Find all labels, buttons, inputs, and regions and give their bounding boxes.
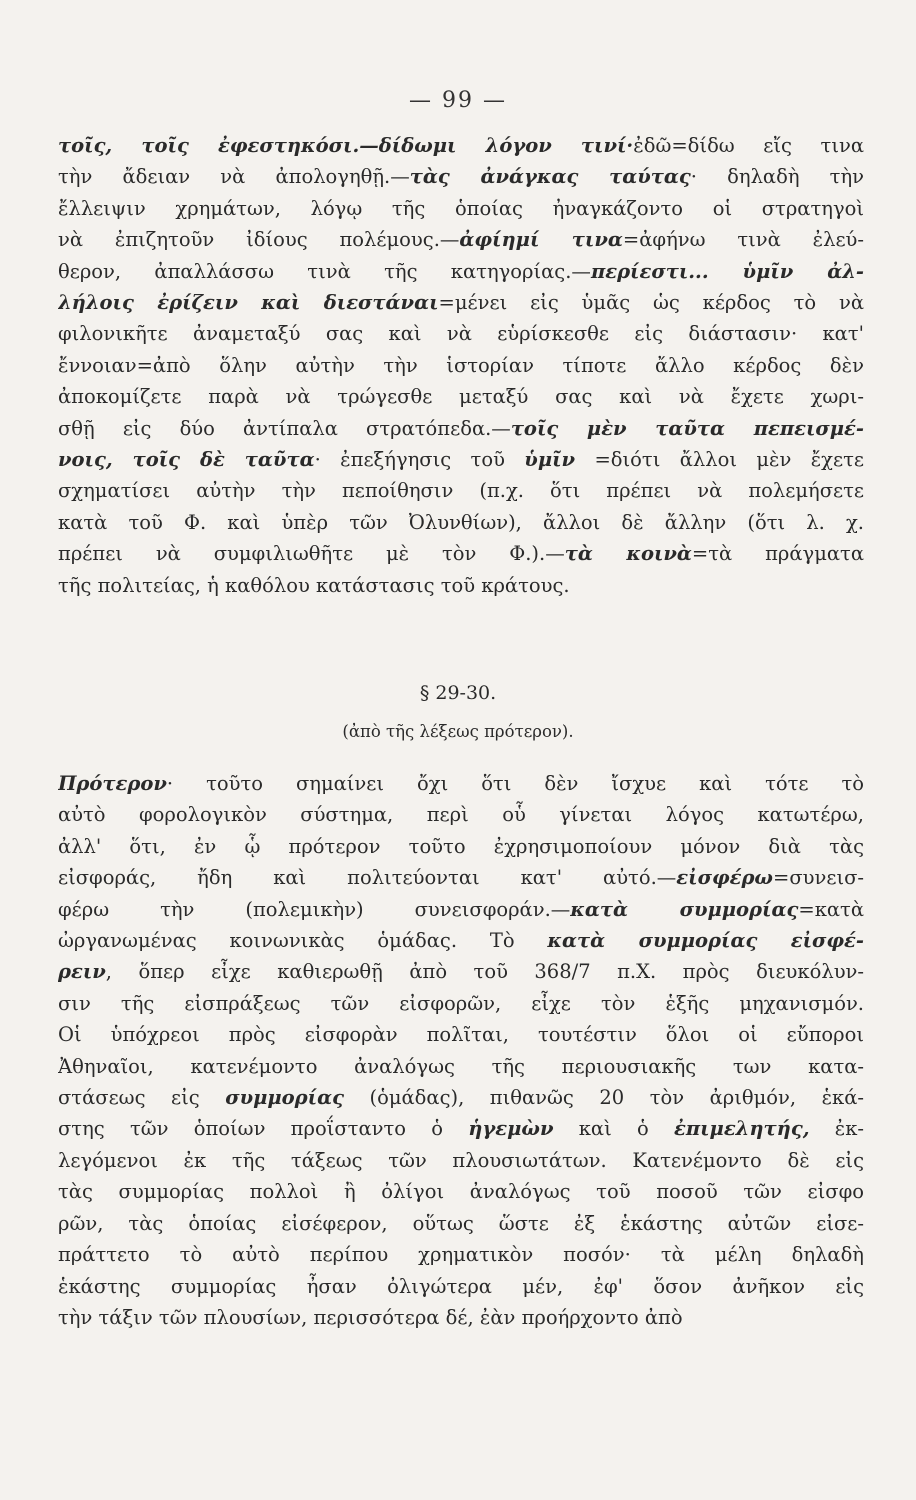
emphasized-term: Πρότερον bbox=[58, 772, 167, 795]
text-run: ρῶν, τὰς ὁποίας εἰσέφερον, οὕτως ὥστε ἐξ ἑκάστης αὐτῶν εἰσε- bbox=[58, 1211, 864, 1235]
emphasized-term: τοῖς μὲν ταῦτα πεπεισμέ- bbox=[510, 416, 864, 440]
text-run: =ἀφήνω τινὰ ἐλεύ- bbox=[622, 228, 864, 252]
text-line bbox=[58, 799, 864, 830]
text-run: σθῇ εἰς δύο ἀντίπαλα στρατόπεδα.— bbox=[58, 416, 511, 440]
text-line bbox=[58, 256, 864, 287]
text-line bbox=[58, 1239, 864, 1270]
text-run: πράττετο τὸ αὐτὸ περίπου χρηματικὸν ποσόν· τὰ μέλη δηλαδὴ bbox=[58, 1243, 864, 1267]
text-line bbox=[58, 831, 864, 862]
text-line bbox=[58, 862, 864, 893]
text-run: =τὰ πράγματα bbox=[691, 542, 864, 566]
text-line bbox=[58, 507, 864, 538]
text-run: τὴν τάξιν τῶν πλουσίων, περισσότερα δέ, ἐὰν προήρχοντο ἀπὸ bbox=[58, 1305, 683, 1329]
text-run: ἑκάστης συμμορίας ἦσαν ὀλιγώτερα μέν, ἐφ' ὅσον ἀνῆκον εἰς bbox=[58, 1274, 864, 1298]
text-run: φέρω τὴν (πολεμικὴν) συνεισφοράν.— bbox=[58, 897, 571, 921]
text-run: · ἐπεξήγησις τοῦ bbox=[314, 448, 525, 472]
text-run: (ὁμάδας), πιθανῶς 20 τὸν ἀριθμόν, ἑκά- bbox=[343, 1086, 864, 1110]
text-run: =διότι ἄλλοι μὲν ἔχετε bbox=[575, 448, 864, 472]
text-run: ἔλλειψιν χρημάτων, λόγῳ τῆς ὁποίας ἠναγκάζοντο οἱ στρατηγοὶ bbox=[58, 196, 864, 220]
text-run: νὰ ἐπιζητοῦν ἰδίους πολέμους.— bbox=[58, 228, 460, 252]
text-run: σιν τῆς εἰσπράξεως τῶν εἰσφορῶν, εἶχε τὸν ἑξῆς μηχανισμόν. bbox=[58, 991, 864, 1015]
emphasized-term: τοῖς, τοῖς ἐφεστηκόσι.—δίδωμι λόγον τινί· bbox=[58, 134, 634, 157]
text-line bbox=[58, 956, 864, 987]
text-run: ἐδῶ=δίδω εἴς τινα bbox=[633, 134, 864, 157]
emphasized-term: τὰ κοινὰ bbox=[564, 542, 692, 566]
emphasized-term: κατὰ συμμορίας εἰσφέ- bbox=[547, 929, 864, 953]
text-line bbox=[58, 381, 864, 412]
emphasized-term: ὑμῖν bbox=[524, 448, 576, 472]
text-line bbox=[58, 1302, 864, 1333]
emphasized-term: ἀφίημί τινα bbox=[459, 228, 623, 252]
text-run: εἰσφοράς, ἤδη καὶ πολιτεύονται κατ' αὐτό.— bbox=[58, 866, 677, 890]
commentary-paragraph-1 bbox=[58, 130, 864, 601]
emphasized-term: συμμορίας bbox=[225, 1086, 344, 1110]
text-run: τὴν ἄδειαν νὰ ἀπολογηθῇ.— bbox=[58, 165, 410, 189]
text-line bbox=[58, 925, 864, 956]
text-run: =μένει εἰς ὑμᾶς ὡς κέρδος τὸ νὰ bbox=[438, 291, 864, 315]
text-line bbox=[58, 1176, 864, 1207]
text-run: · τοῦτο σημαίνει ὄχι ὅτι δὲν ἴσχυε καὶ τότε τὸ bbox=[166, 772, 864, 795]
text-run: · δηλαδὴ τὴν bbox=[690, 165, 864, 189]
text-line bbox=[58, 538, 864, 569]
text-run: τὰς συμμορίας πολλοὶ ἢ ὀλίγοι ἀναλόγως τοῦ ποσοῦ τῶν εἰσφο bbox=[58, 1180, 864, 1204]
text-run: αὐτὸ φορολογικὸν σύστημα, περὶ οὗ γίνεται λόγος κατωτέρω, bbox=[58, 803, 864, 827]
section-heading: § 29-30. bbox=[419, 682, 497, 704]
text-line bbox=[58, 475, 864, 506]
text-run: , ὅπερ εἶχε καθιερωθῇ ἀπὸ τοῦ 368/7 π.Χ. πρὸς διευκόλυν- bbox=[105, 960, 864, 984]
text-line bbox=[58, 318, 864, 349]
text-line bbox=[58, 894, 864, 925]
text-run: πρέπει νὰ συμφιλιωθῆτε μὲ τὸν Φ.).— bbox=[58, 542, 565, 566]
emphasized-term: νοις, τοῖς δὲ ταῦτα bbox=[58, 448, 315, 472]
text-run: σχηματίσει αὐτὴν τὴν πεποίθησιν (π.χ. ὅτι πρέπει νὰ πολεμήσετε bbox=[58, 479, 864, 503]
text-run: ἔννοιαν=ἀπὸ ὅλην αὐτὴν τὴν ἱστορίαν τίποτε ἄλλο κέρδος δὲν bbox=[58, 353, 864, 377]
text-run: λεγόμενοι ἐκ τῆς τάξεως τῶν πλουσιωτάτων. Κατενέμοντο δὲ εἰς bbox=[58, 1148, 864, 1172]
text-line bbox=[58, 988, 864, 1019]
text-line bbox=[58, 444, 864, 475]
emphasized-term: τὰς ἀνάγκας ταύτας bbox=[409, 165, 691, 189]
text-run: Οἱ ὑπόχρεοι πρὸς εἰσφορὰν πολῖται, τουτέστιν ὅλοι οἱ εὔποροι bbox=[58, 1023, 864, 1047]
emphasized-term: κατὰ συμμορίας bbox=[570, 897, 799, 921]
emphasized-term: ἐπιμελητής, bbox=[673, 1117, 810, 1141]
emphasized-term: εἰσφέρω bbox=[676, 866, 773, 890]
text-run: Ἀθηναῖοι, κατενέμοντο ἀναλόγως τῆς περιουσιακῆς των κατα- bbox=[58, 1054, 864, 1078]
text-line bbox=[58, 570, 864, 601]
text-run: ὠργανωμένας κοινωνικὰς ὁμάδας. Τὸ bbox=[58, 929, 548, 953]
text-run: φιλονικῆτε ἀναμεταξύ σας καὶ νὰ εὑρίσκεσθε εἰς διάστασιν· κατ' bbox=[58, 322, 864, 346]
text-line bbox=[58, 1019, 864, 1050]
page-number: — 99 — bbox=[409, 88, 507, 113]
text-line bbox=[58, 413, 864, 444]
text-line bbox=[58, 350, 864, 381]
text-line bbox=[58, 1271, 864, 1302]
emphasized-term: ἡγεμὼν bbox=[468, 1117, 554, 1141]
emphasized-term: ρειν bbox=[58, 960, 106, 984]
text-run: =κατὰ bbox=[798, 897, 864, 921]
text-line bbox=[58, 1082, 864, 1113]
emphasized-term: λήλοις ἐρίζειν καὶ διεστάναι bbox=[58, 291, 439, 315]
text-run: ἀλλ' ὅτι, ἐν ᾧ πρότερον τοῦτο ἐχρησιμοποίουν μόνον διὰ τὰς bbox=[58, 834, 864, 858]
text-run: τῆς πολιτείας, ἡ καθόλου κατάστασις τοῦ κράτους. bbox=[58, 573, 570, 597]
text-run: ἐκ- bbox=[809, 1117, 864, 1141]
text-line bbox=[58, 193, 864, 224]
text-run: στάσεως εἰς bbox=[58, 1086, 226, 1110]
text-line bbox=[58, 1145, 864, 1176]
commentary-paragraph-2 bbox=[58, 768, 864, 1333]
text-run: θερον, ἀπαλλάσσω τινὰ τῆς κατηγορίας.— bbox=[58, 259, 591, 283]
section-subtitle: (ἀπὸ τῆς λέξεως πρότερον). bbox=[342, 722, 574, 741]
text-line bbox=[58, 1208, 864, 1239]
text-line bbox=[58, 768, 864, 799]
text-line bbox=[58, 1051, 864, 1082]
text-line bbox=[58, 287, 864, 318]
text-line bbox=[58, 161, 864, 192]
text-run: κατὰ τοῦ Φ. καὶ ὑπὲρ τῶν Ὀλυνθίων), ἄλλοι δὲ ἄλλην (ὅτι λ. χ. bbox=[58, 510, 864, 534]
text-line bbox=[58, 1113, 864, 1144]
text-run: ἀποκομίζετε παρὰ νὰ τρώγεσθε μεταξύ σας καὶ νὰ ἔχετε χωρι- bbox=[58, 385, 864, 409]
emphasized-term: περίεστι... ὑμῖν ἀλ- bbox=[590, 259, 864, 283]
text-run: καὶ ὁ bbox=[553, 1117, 674, 1141]
text-run: =συνεισ- bbox=[772, 866, 864, 890]
text-line bbox=[58, 224, 864, 255]
text-line bbox=[58, 130, 864, 161]
text-run: στης τῶν ὁποίων προΐσταντο ὁ bbox=[58, 1117, 469, 1141]
